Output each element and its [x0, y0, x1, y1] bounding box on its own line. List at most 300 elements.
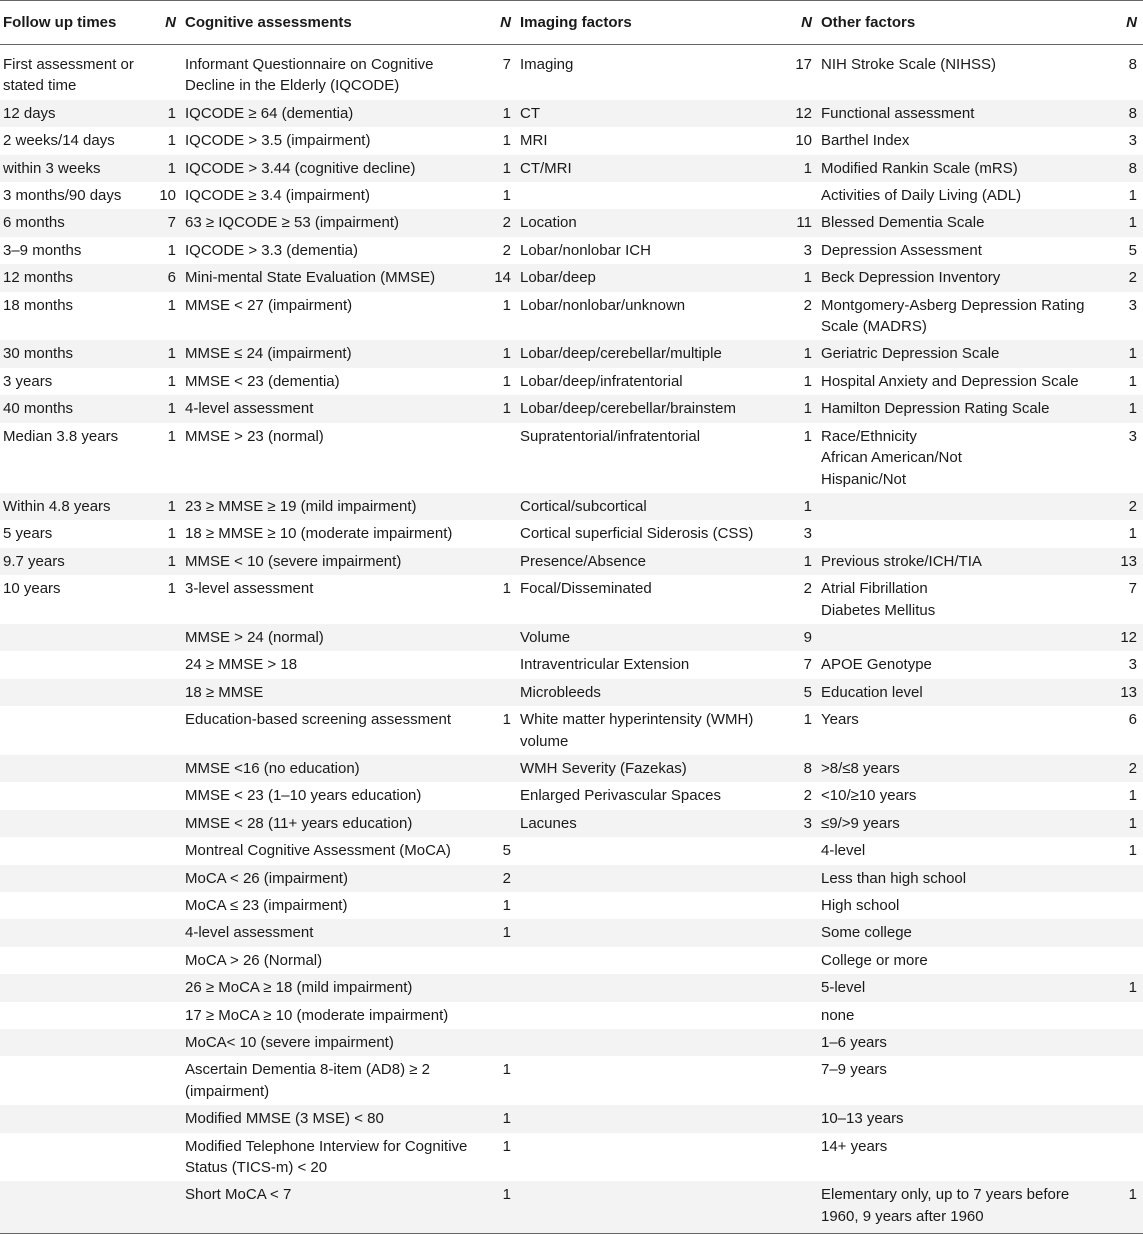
- follow-up-n-cell: 1: [167, 296, 176, 314]
- table-row: [0, 810, 1143, 837]
- other-factor-cell: none: [821, 1006, 855, 1024]
- cognitive-assessment-cell: MoCA ≤ 23 (impairment): [185, 897, 348, 914]
- cognitive-n-cell: 1: [502, 1137, 511, 1155]
- imaging-n-cell: 1: [803, 427, 812, 445]
- other-factor-cell: Barthel Index: [821, 132, 910, 150]
- follow-up-time-cell: [0, 947, 148, 974]
- follow-up-time-cell: 18 months: [3, 296, 74, 314]
- imaging-factor-cell: Lobar/deep/cerebellar/brainstem: [517, 395, 770, 422]
- table-row: [0, 837, 1143, 864]
- follow-up-time-cell: [0, 974, 148, 1001]
- cognitive-assessment-cell: IQCODE ≥ 64 (dementia): [182, 100, 481, 127]
- follow-up-n-cell: [148, 810, 182, 837]
- cognitive-n-cell: 1: [481, 1105, 517, 1132]
- follow-up-time-cell: 12 days: [0, 100, 148, 127]
- other-factor-cell: [818, 423, 1098, 493]
- other-n-cell: 1: [1098, 1181, 1143, 1233]
- table-row: [0, 1056, 1143, 1105]
- table-row: [0, 974, 1143, 1001]
- imaging-n-cell: 3: [770, 810, 818, 837]
- table-row: [0, 947, 1143, 974]
- cognitive-n-cell: [481, 755, 517, 782]
- imaging-factor-cell: Cortical superficial Siderosis (CSS): [520, 525, 754, 543]
- follow-up-n-cell: [148, 865, 182, 892]
- follow-up-n-cell: 7: [148, 209, 182, 236]
- follow-up-time-cell: [0, 1029, 148, 1056]
- imaging-factor-cell: [517, 892, 770, 919]
- follow-up-time-cell: [0, 1105, 148, 1132]
- cognitive-assessment-cell: 3-level assessment: [185, 580, 314, 598]
- follow-up-time-cell: [0, 1002, 148, 1029]
- other-factor-cell: Blessed Dementia Scale: [818, 209, 1098, 236]
- imaging-factor-cell: Lobar/nonlobar/unknown: [520, 296, 686, 314]
- table-row: [0, 679, 1143, 706]
- other-n-cell: 13: [1098, 679, 1143, 706]
- other-factor-cell: High school: [821, 897, 900, 914]
- header-imaging-factors: Imaging factors: [517, 1, 770, 45]
- imaging-n-cell: 1: [770, 340, 818, 367]
- cognitive-n-cell: 1: [502, 296, 511, 314]
- imaging-factor-cell: MRI: [520, 132, 548, 150]
- follow-up-n-cell: [148, 919, 182, 946]
- imaging-factor-cell: Lobar/nonlobar ICH: [520, 241, 651, 259]
- imaging-factor-cell: Lacunes: [517, 810, 770, 837]
- follow-up-time-cell: 6 months: [0, 209, 148, 236]
- follow-up-time-cell: [0, 892, 148, 919]
- table-row: [0, 127, 1143, 154]
- other-factor-cell: 1–6 years: [818, 1029, 1098, 1056]
- cognitive-assessment-cell: MMSE < 10 (severe impairment): [182, 548, 481, 575]
- follow-up-time-cell: [0, 1056, 148, 1105]
- follow-up-time-cell: 5 years: [3, 525, 53, 543]
- header-n-other: N: [1098, 1, 1143, 45]
- cognitive-n-cell: 1: [502, 711, 511, 729]
- table-row: [0, 423, 1143, 493]
- cognitive-n-cell: 1: [502, 132, 511, 150]
- table-row: [0, 624, 1143, 651]
- cognitive-n-cell: 14: [481, 264, 517, 291]
- imaging-n-cell: 7: [803, 656, 812, 674]
- other-factor-cell: 5-level: [818, 974, 1098, 1001]
- other-factor-cell: Some college: [818, 919, 1098, 946]
- imaging-factor-cell: [517, 974, 770, 1001]
- cognitive-assessment-cell: Montreal Cognitive Assessment (MoCA): [185, 842, 451, 860]
- imaging-factor-cell: CT: [517, 100, 770, 127]
- cognitive-n-cell: 1: [481, 1181, 517, 1233]
- imaging-factor-cell: [517, 919, 770, 946]
- cognitive-n-cell: 2: [481, 209, 517, 236]
- table-row: [0, 865, 1143, 892]
- follow-up-n-cell: 1: [148, 493, 182, 520]
- follow-up-n-cell: 1: [148, 340, 182, 367]
- cognitive-assessment-cell: IQCODE > 3.44 (cognitive decline): [182, 155, 481, 182]
- cognitive-n-cell: [481, 548, 517, 575]
- other-factor-cell: Hospital Anxiety and Depression Scale: [821, 372, 1079, 390]
- other-factor-cell: [818, 624, 1098, 651]
- imaging-n-cell: [770, 892, 818, 919]
- other-factor-cell: Montgomery-Asberg Depression Rating Scale (MADRS): [821, 296, 1085, 336]
- cognitive-assessment-cell: Short MoCA < 7: [182, 1181, 481, 1233]
- other-n-cell: 3: [1128, 132, 1137, 150]
- other-factor-cell: 7–9 years: [821, 1061, 887, 1079]
- table-row: [0, 395, 1143, 422]
- other-n-cell: 1: [1128, 372, 1137, 390]
- follow-up-time-cell: 9.7 years: [0, 548, 148, 575]
- imaging-n-cell: 8: [770, 755, 818, 782]
- other-n-cell: [1098, 1029, 1143, 1056]
- other-factor-cell: Modified Rankin Scale (mRS): [818, 155, 1098, 182]
- follow-up-n-cell: [148, 1181, 182, 1233]
- follow-up-n-cell: [148, 1056, 182, 1105]
- cognitive-n-cell: [481, 520, 517, 547]
- cognitive-n-cell: 1: [481, 340, 517, 367]
- header-n-imaging: N: [770, 1, 818, 45]
- other-n-cell: 3: [1128, 656, 1137, 674]
- follow-up-time-cell: 30 months: [0, 340, 148, 367]
- cognitive-n-cell: [481, 782, 517, 809]
- imaging-factor-cell: Microbleeds: [517, 679, 770, 706]
- cognitive-assessment-cell: MMSE > 24 (normal): [182, 624, 481, 651]
- follow-up-n-cell: 1: [148, 100, 182, 127]
- imaging-n-cell: 11: [770, 209, 818, 236]
- other-n-cell: 1: [1128, 187, 1137, 205]
- imaging-factor-cell: Cortical/subcortical: [517, 493, 770, 520]
- follow-up-n-cell: 1: [148, 395, 182, 422]
- other-n-cell: 1: [1098, 395, 1143, 422]
- table-row: [0, 1029, 1143, 1056]
- imaging-factor-cell: [517, 1133, 770, 1182]
- imaging-factor-cell: Intraventricular Extension: [520, 656, 690, 674]
- imaging-n-cell: [770, 1002, 818, 1029]
- other-n-cell: 8: [1128, 56, 1137, 73]
- table-row: [0, 548, 1143, 575]
- cognitive-assessment-cell: 26 ≥ MoCA ≥ 18 (mild impairment): [182, 974, 481, 1001]
- follow-up-n-cell: [148, 45, 182, 100]
- imaging-factor-cell: Lobar/deep/infratentorial: [520, 372, 683, 390]
- imaging-n-cell: [770, 1181, 818, 1233]
- table-row: [0, 209, 1143, 236]
- cognitive-n-cell: 2: [502, 241, 511, 259]
- follow-up-time-cell: within 3 weeks: [0, 155, 148, 182]
- other-factor-cell: [818, 493, 1098, 520]
- follow-up-time-cell: 3 years: [3, 372, 53, 390]
- follow-up-time-cell: 3–9 months: [3, 241, 82, 259]
- cognitive-n-cell: [481, 423, 517, 493]
- imaging-factor-cell: [517, 837, 770, 864]
- imaging-factor-cell: Location: [517, 209, 770, 236]
- follow-up-n-cell: [148, 1133, 182, 1182]
- header-row: [0, 1, 1143, 45]
- follow-up-n-cell: [148, 651, 182, 678]
- imaging-n-cell: 9: [770, 624, 818, 651]
- imaging-factor-cell: White matter hyperintensity (WMH) volume: [520, 711, 754, 750]
- cognitive-n-cell: [481, 651, 517, 678]
- other-factor-cell-line: Diabetes Mellitus: [821, 601, 936, 619]
- cognitive-assessment-cell: 4-level assessment: [182, 395, 481, 422]
- other-factor-cell: NIH Stroke Scale (NIHSS): [821, 56, 997, 73]
- header-n-cognitive: N: [481, 1, 517, 45]
- imaging-n-cell: 1: [803, 372, 812, 390]
- imaging-factor-cell: [517, 1105, 770, 1132]
- other-n-cell: 7: [1128, 580, 1137, 598]
- cognitive-assessment-cell: 23 ≥ MMSE ≥ 19 (mild impairment): [182, 493, 481, 520]
- table-row: [0, 45, 1143, 100]
- follow-up-time-cell: 2 weeks/14 days: [3, 132, 115, 150]
- other-factor-cell: <10/≥10 years: [821, 787, 917, 805]
- cognitive-n-cell: 7: [502, 56, 511, 73]
- follow-up-n-cell: 1: [167, 372, 176, 390]
- follow-up-n-cell: 1: [167, 241, 176, 259]
- other-factor-cell-line: African American/Not: [821, 449, 962, 467]
- table-row: [0, 340, 1143, 367]
- header-other-factors: Other factors: [818, 1, 1098, 45]
- table-row: [0, 155, 1143, 182]
- follow-up-time-cell: [0, 1133, 148, 1182]
- table-row: [0, 1133, 1143, 1182]
- other-factor-cell: [818, 520, 1098, 547]
- imaging-factor-cell: Focal/Disseminated: [520, 580, 652, 598]
- cognitive-assessment-cell: 18 ≥ MMSE ≥ 10 (moderate impairment): [185, 525, 453, 543]
- table-row: [0, 292, 1143, 341]
- imaging-n-cell: 3: [803, 525, 812, 543]
- other-n-cell: 1: [1098, 209, 1143, 236]
- other-n-cell: 12: [1098, 624, 1143, 651]
- header-follow-up-times: Follow up times: [0, 1, 148, 45]
- follow-up-time-cell: [0, 919, 148, 946]
- table-body: [0, 45, 1143, 1234]
- follow-up-n-cell: [148, 706, 182, 755]
- follow-up-n-cell: 1: [167, 132, 176, 150]
- other-factor-cell: 4-level: [821, 842, 866, 860]
- table-row: [0, 100, 1143, 127]
- cognitive-assessment-cell: IQCODE > 3.3 (dementia): [185, 241, 358, 259]
- imaging-factor-cell: Lobar/deep: [517, 264, 770, 291]
- other-factor-cell: Less than high school: [818, 865, 1098, 892]
- follow-up-time-cell: Median 3.8 years: [3, 427, 119, 445]
- cognitive-n-cell: [481, 1029, 517, 1056]
- follow-up-n-cell: 10: [159, 187, 176, 205]
- follow-up-time-cell: [0, 755, 148, 782]
- imaging-n-cell: 1: [770, 548, 818, 575]
- follow-up-time-cell: [0, 706, 148, 755]
- imaging-n-cell: [770, 1105, 818, 1132]
- other-factor-cell: College or more: [821, 951, 928, 969]
- imaging-factor-cell: [517, 1002, 770, 1029]
- other-n-cell: 1: [1098, 974, 1143, 1001]
- imaging-n-cell: 1: [770, 264, 818, 291]
- table-row: [0, 919, 1143, 946]
- cognitive-assessment-cell: Ascertain Dementia 8-item (AD8) ≥ 2 (impairment): [185, 1061, 430, 1100]
- cognitive-n-cell: 1: [481, 919, 517, 946]
- cognitive-n-cell: 1: [502, 580, 511, 598]
- other-factor-cell: ≤9/>9 years: [818, 810, 1098, 837]
- other-n-cell: [1098, 919, 1143, 946]
- cognitive-assessment-cell: MMSE ≤ 24 (impairment): [182, 340, 481, 367]
- table-row: [0, 1105, 1143, 1132]
- imaging-n-cell: 17: [795, 56, 812, 73]
- other-n-cell: [1098, 1056, 1143, 1105]
- imaging-n-cell: 1: [770, 395, 818, 422]
- follow-up-time-cell: Within 4.8 years: [0, 493, 148, 520]
- follow-up-n-cell: [148, 755, 182, 782]
- imaging-n-cell: [770, 947, 818, 974]
- other-factor-cell: Hamilton Depression Rating Scale: [818, 395, 1098, 422]
- follow-up-n-cell: 1: [167, 525, 176, 543]
- other-factor-cell: 10–13 years: [818, 1105, 1098, 1132]
- other-factor-cell: Education level: [818, 679, 1098, 706]
- cognitive-assessment-cell: MoCA < 26 (impairment): [182, 865, 481, 892]
- follow-up-time-cell: 12 months: [0, 264, 148, 291]
- header-cognitive-assessments: Cognitive assessments: [182, 1, 481, 45]
- imaging-n-cell: 3: [803, 241, 812, 259]
- other-n-cell: 2: [1098, 493, 1143, 520]
- imaging-n-cell: [770, 919, 818, 946]
- imaging-factor-cell: Imaging: [520, 56, 574, 73]
- cognitive-n-cell: [481, 679, 517, 706]
- imaging-n-cell: [770, 1056, 818, 1105]
- follow-up-time-cell: [0, 1181, 148, 1233]
- cognitive-assessment-cell: 18 ≥ MMSE: [182, 679, 481, 706]
- cognitive-n-cell: [481, 493, 517, 520]
- other-n-cell: 2: [1098, 755, 1143, 782]
- table-row: [0, 782, 1143, 809]
- other-n-cell: 5: [1128, 241, 1137, 259]
- other-factor-cell: 14+ years: [821, 1137, 888, 1155]
- imaging-factor-cell: [517, 1056, 770, 1105]
- cognitive-n-cell: 1: [502, 372, 511, 390]
- other-n-cell: 3: [1128, 427, 1137, 445]
- follow-up-n-cell: [148, 1002, 182, 1029]
- imaging-n-cell: 12: [770, 100, 818, 127]
- table-row: [0, 755, 1143, 782]
- other-factor-cell: [818, 575, 1098, 624]
- imaging-factor-cell: [517, 182, 770, 209]
- other-factor-cell: Depression Assessment: [821, 241, 982, 259]
- table-row: [0, 237, 1143, 264]
- other-factor-cell-line: Atrial Fibrillation: [821, 580, 928, 598]
- other-n-cell: 1: [1098, 340, 1143, 367]
- imaging-n-cell: 1: [770, 493, 818, 520]
- other-n-cell: 8: [1098, 100, 1143, 127]
- other-n-cell: 1: [1098, 810, 1143, 837]
- imaging-factor-cell: [517, 1029, 770, 1056]
- imaging-factor-cell: Presence/Absence: [517, 548, 770, 575]
- other-factor-cell: APOE Genotype: [821, 656, 932, 674]
- cognitive-assessment-cell: MoCA< 10 (severe impairment): [182, 1029, 481, 1056]
- cognitive-assessment-cell: IQCODE ≥ 3.4 (impairment): [185, 187, 370, 205]
- imaging-factor-cell: WMH Severity (Fazekas): [517, 755, 770, 782]
- imaging-factor-cell: Supratentorial/infratentorial: [520, 427, 701, 445]
- imaging-n-cell: 1: [770, 155, 818, 182]
- follow-up-time-cell: [0, 624, 148, 651]
- follow-up-n-cell: 1: [167, 427, 176, 445]
- cognitive-n-cell: 2: [481, 865, 517, 892]
- imaging-n-cell: [770, 182, 818, 209]
- other-n-cell: [1098, 1002, 1143, 1029]
- cognitive-assessment-cell: MMSE < 27 (impairment): [185, 296, 353, 314]
- imaging-n-cell: [770, 837, 818, 864]
- follow-up-n-cell: [148, 624, 182, 651]
- table-row: [0, 368, 1143, 395]
- follow-up-n-cell: 1: [148, 155, 182, 182]
- other-n-cell: 1: [1128, 842, 1137, 860]
- imaging-n-cell: 5: [770, 679, 818, 706]
- follow-up-n-cell: [148, 679, 182, 706]
- follow-up-time-cell: [0, 679, 148, 706]
- other-factor-cell: Activities of Daily Living (ADL): [821, 187, 1022, 205]
- cognitive-assessment-cell: Modified Telephone Interview for Cognitive Status (TICS-m) < 20: [185, 1137, 468, 1177]
- other-n-cell: [1098, 947, 1143, 974]
- header-n-follow: N: [148, 1, 182, 45]
- cognitive-assessment-cell: Modified MMSE (3 MSE) < 80: [182, 1105, 481, 1132]
- other-factor-cell: Elementary only, up to 7 years before 1960, 9 years after 1960: [818, 1181, 1098, 1233]
- other-n-cell: 1: [1128, 525, 1137, 543]
- follow-up-time-cell: [0, 782, 148, 809]
- other-factor-cell-line: Hispanic/Not: [821, 470, 907, 488]
- follow-up-time-cell: 3 months/90 days: [3, 187, 122, 205]
- imaging-factor-cell: [517, 947, 770, 974]
- follow-up-n-cell: [148, 1029, 182, 1056]
- cognitive-n-cell: [481, 810, 517, 837]
- follow-up-time-cell: 40 months: [0, 395, 148, 422]
- imaging-n-cell: 10: [795, 132, 812, 150]
- follow-up-time-cell: First assessment or stated time: [3, 56, 134, 95]
- cognitive-n-cell: [481, 624, 517, 651]
- other-n-cell: 6: [1128, 711, 1137, 729]
- cognitive-n-cell: [481, 1002, 517, 1029]
- follow-up-n-cell: 6: [148, 264, 182, 291]
- follow-up-time-cell: [0, 810, 148, 837]
- cognitive-n-cell: 1: [481, 155, 517, 182]
- imaging-factor-cell: Volume: [517, 624, 770, 651]
- follow-up-time-cell: [0, 837, 148, 864]
- other-factor-cell: Beck Depression Inventory: [818, 264, 1098, 291]
- imaging-n-cell: 2: [803, 296, 812, 314]
- other-n-cell: 3: [1128, 296, 1137, 314]
- cognitive-assessment-cell: MMSE > 23 (normal): [185, 427, 324, 445]
- cognitive-n-cell: 1: [502, 187, 511, 205]
- follow-up-n-cell: [148, 837, 182, 864]
- follow-up-n-cell: [148, 1105, 182, 1132]
- follow-up-n-cell: [148, 974, 182, 1001]
- other-factor-cell: Functional assessment: [818, 100, 1098, 127]
- cognitive-assessment-cell: IQCODE > 3.5 (impairment): [185, 132, 371, 150]
- table-row: [0, 1002, 1143, 1029]
- follow-up-n-cell: [148, 892, 182, 919]
- other-n-cell: 13: [1098, 548, 1143, 575]
- imaging-factor-cell: Enlarged Perivascular Spaces: [520, 787, 721, 805]
- imaging-n-cell: [770, 1133, 818, 1182]
- imaging-factor-cell: [517, 1181, 770, 1233]
- other-n-cell: [1098, 1133, 1143, 1182]
- cognitive-assessment-cell: MMSE <16 (no education): [182, 755, 481, 782]
- imaging-n-cell: [770, 974, 818, 1001]
- other-factor-cell: Geriatric Depression Scale: [818, 340, 1098, 367]
- imaging-factor-cell: CT/MRI: [517, 155, 770, 182]
- cognitive-assessment-cell: 24 ≥ MMSE > 18: [185, 656, 298, 674]
- cognitive-n-cell: [481, 947, 517, 974]
- table-row: [0, 520, 1143, 547]
- cognitive-assessment-cell: 17 ≥ MoCA ≥ 10 (moderate impairment): [185, 1006, 449, 1024]
- other-n-cell: 2: [1098, 264, 1143, 291]
- cognitive-assessment-cell: MMSE < 23 (dementia): [185, 372, 340, 390]
- imaging-factor-cell: [517, 865, 770, 892]
- imaging-n-cell: [770, 865, 818, 892]
- follow-up-n-cell: [148, 782, 182, 809]
- table-row: [0, 493, 1143, 520]
- other-n-cell: 8: [1098, 155, 1143, 182]
- cognitive-assessment-cell: MMSE < 23 (1–10 years education): [185, 787, 422, 805]
